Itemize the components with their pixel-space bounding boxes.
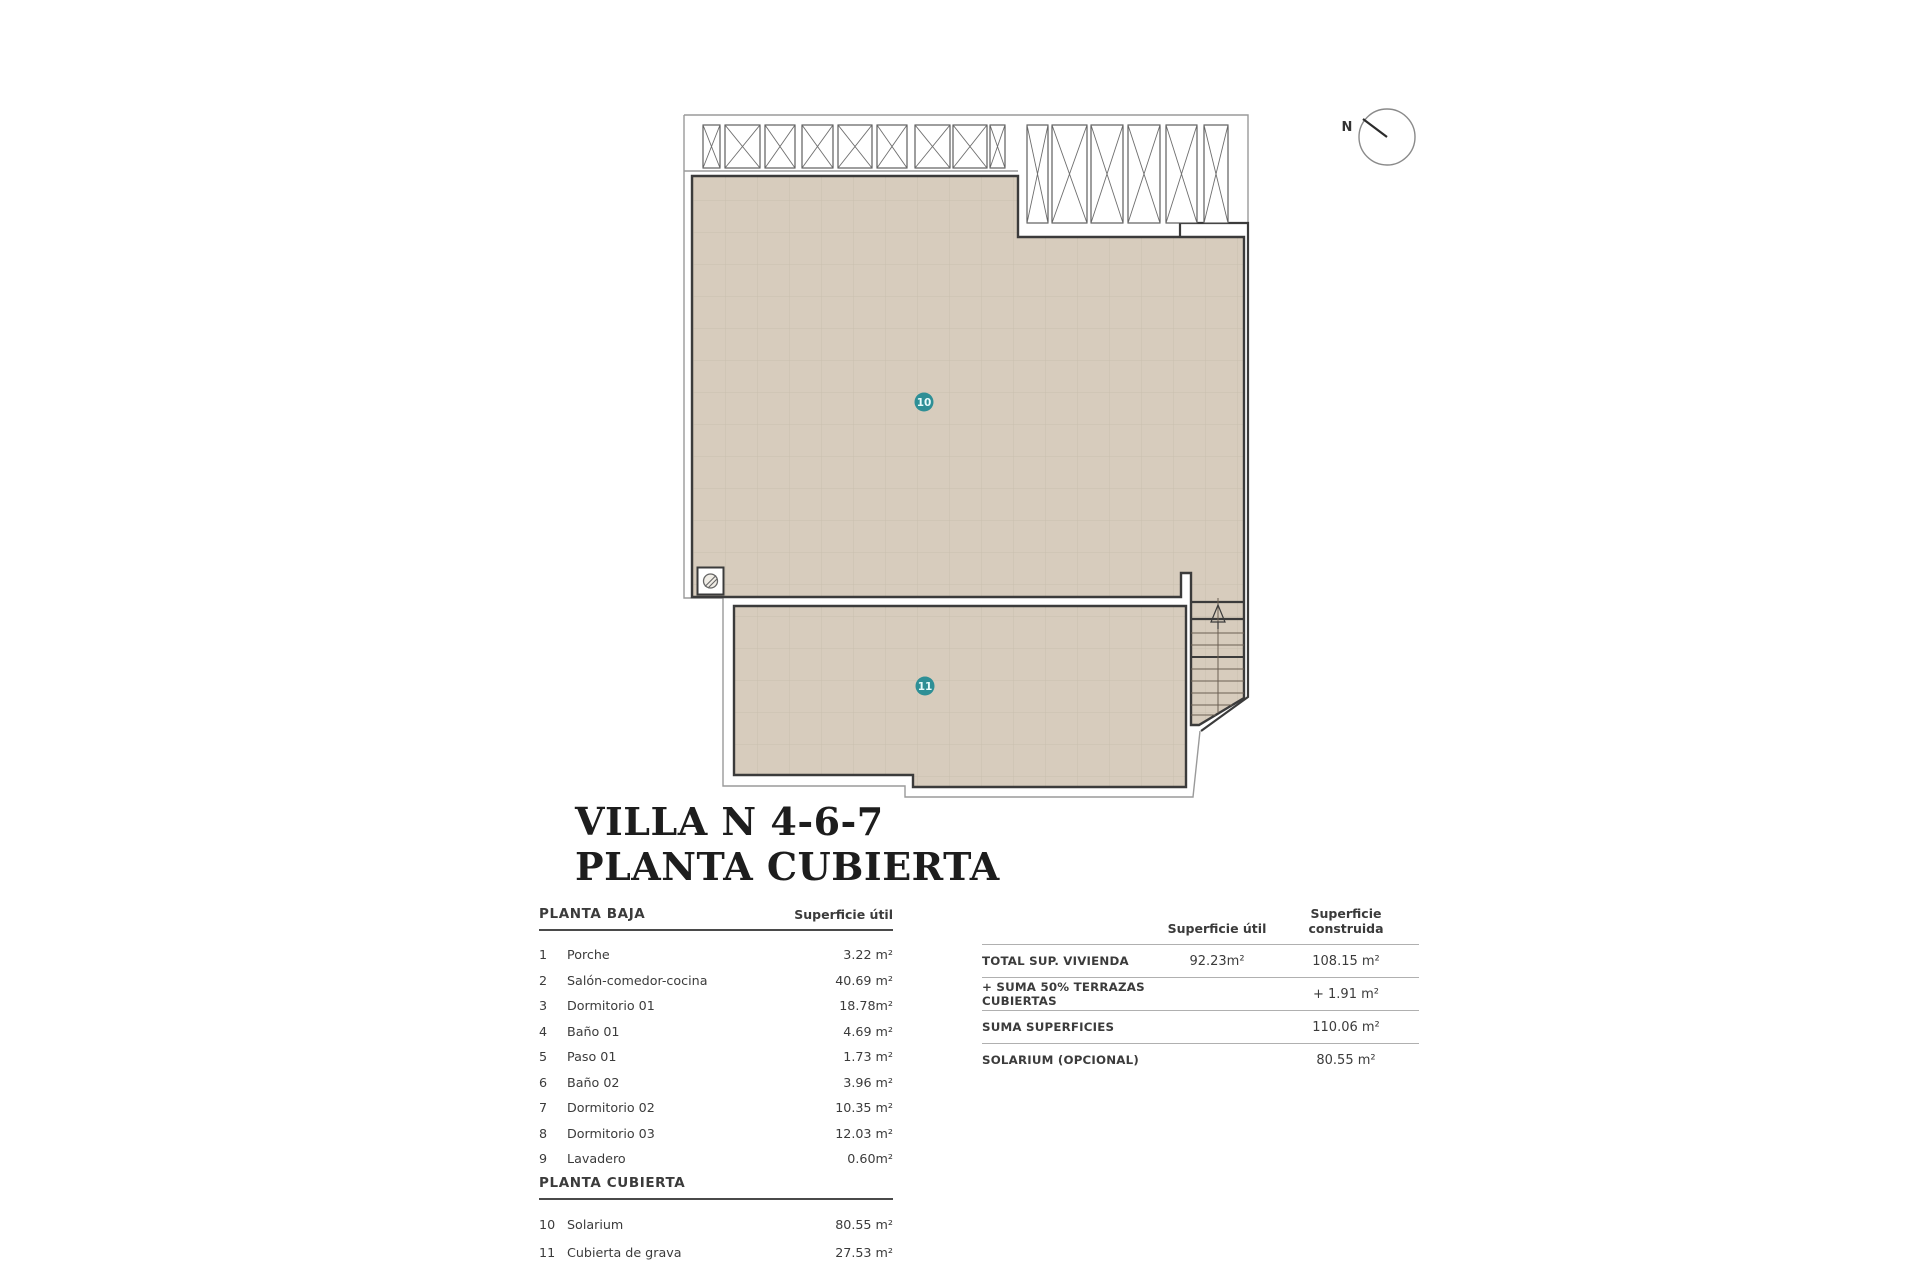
planta-cubierta-header: PLANTA CUBIERTA — [539, 1174, 686, 1191]
summary-label: TOTAL SUP. VIVIENDA — [982, 954, 1129, 968]
north-label: N — [1341, 120, 1353, 135]
room-number: 10 — [539, 1217, 556, 1232]
table-row — [539, 968, 893, 994]
summary-util-value: 92.23m² — [1189, 953, 1245, 969]
table-row — [539, 1121, 893, 1147]
table-row — [539, 942, 893, 968]
room-area: 3.22 m² — [843, 947, 893, 963]
area-marker-11 — [916, 677, 935, 696]
table-row — [539, 993, 893, 1019]
summary-label: SOLARIUM (OPCIONAL) — [982, 1053, 1139, 1067]
room-number: 1 — [539, 947, 548, 963]
room-name: Dormitorio 02 — [567, 1100, 655, 1116]
room-number: 7 — [539, 1100, 548, 1116]
planta-cubierta-header-row — [539, 1175, 893, 1200]
summary-row — [982, 1044, 1419, 1076]
table-row — [539, 1239, 893, 1267]
room-areas-table — [539, 906, 893, 1267]
summary-rows — [982, 945, 1419, 1076]
summary-row — [982, 945, 1419, 978]
room-area: 12.03 m² — [835, 1125, 893, 1141]
room-area: 0.60m² — [847, 1151, 893, 1167]
superficie-util-header: Superficie útil — [794, 907, 893, 922]
page-title — [575, 799, 1000, 889]
summary-row — [982, 1011, 1419, 1044]
room-name: Dormitorio 01 — [567, 998, 655, 1014]
drain-icon — [698, 568, 724, 595]
room-number: 6 — [539, 1074, 548, 1090]
page-title-line1: VILLA N 4-6-7 — [575, 799, 884, 844]
planta-baja-rows — [539, 942, 893, 1172]
summary-construida-value: + 1.91 m² — [1313, 986, 1379, 1002]
area-marker-11-label: 11 — [917, 680, 933, 693]
table-row — [539, 1044, 893, 1070]
pergola-left — [703, 125, 1005, 168]
summary-header-row — [982, 906, 1419, 945]
page-title-line2: PLANTA CUBIERTA — [575, 844, 1000, 889]
room-area: 40.69 m² — [835, 972, 893, 988]
summary-label: + SUMA 50% TERRAZAS CUBIERTAS — [982, 980, 1145, 1008]
gravel-roof-area — [734, 606, 1186, 787]
room-area: 3.96 m² — [843, 1074, 893, 1090]
planta-cubierta-rows — [539, 1211, 893, 1267]
summary-row — [982, 978, 1419, 1011]
room-name: Lavadero — [567, 1151, 626, 1167]
room-number: 3 — [539, 998, 548, 1014]
room-name: Porche — [567, 947, 610, 963]
area-marker-10 — [915, 393, 934, 412]
room-number: 8 — [539, 1125, 548, 1141]
summary-construida-value: 110.06 m² — [1312, 1019, 1380, 1035]
pergola-right — [1027, 125, 1228, 223]
room-name: Cubierta de grava — [567, 1245, 682, 1260]
surface-summary-table — [982, 906, 1419, 1076]
room-name: Baño 01 — [567, 1023, 620, 1039]
room-name: Salón-comedor-cocina — [567, 972, 708, 988]
table-row — [539, 1019, 893, 1045]
planta-baja-header: PLANTA BAJA — [539, 906, 646, 922]
room-number: 9 — [539, 1151, 548, 1167]
room-number: 5 — [539, 1049, 548, 1065]
room-number: 11 — [539, 1245, 556, 1260]
room-name: Paso 01 — [567, 1049, 617, 1065]
room-name: Dormitorio 03 — [567, 1125, 655, 1141]
room-name: Baño 02 — [567, 1074, 620, 1090]
room-area: 1.73 m² — [843, 1049, 893, 1065]
room-name: Solarium — [567, 1217, 624, 1232]
table-row — [539, 1070, 893, 1096]
table-row — [539, 1146, 893, 1172]
room-area: 10.35 m² — [835, 1100, 893, 1116]
planta-baja-header-row — [539, 906, 893, 931]
room-area: 18.78m² — [839, 998, 893, 1014]
room-number: 2 — [539, 972, 548, 988]
summary-construida-value: 108.15 m² — [1312, 953, 1380, 969]
summary-construida-value: 80.55 m² — [1316, 1052, 1376, 1068]
north-compass-icon — [1342, 109, 1415, 165]
summary-col-construida-header: Superficie construida — [1308, 906, 1384, 936]
table-row — [539, 1211, 893, 1239]
room-number: 4 — [539, 1023, 548, 1039]
table-row — [539, 1095, 893, 1121]
summary-col-util-header: Superficie útil — [1167, 921, 1267, 936]
summary-label: SUMA SUPERFICIES — [982, 1020, 1115, 1034]
room-area: 27.53 m² — [835, 1245, 893, 1260]
room-area: 80.55 m² — [835, 1217, 893, 1232]
room-area: 4.69 m² — [843, 1023, 893, 1039]
area-marker-10-label: 10 — [916, 396, 932, 409]
